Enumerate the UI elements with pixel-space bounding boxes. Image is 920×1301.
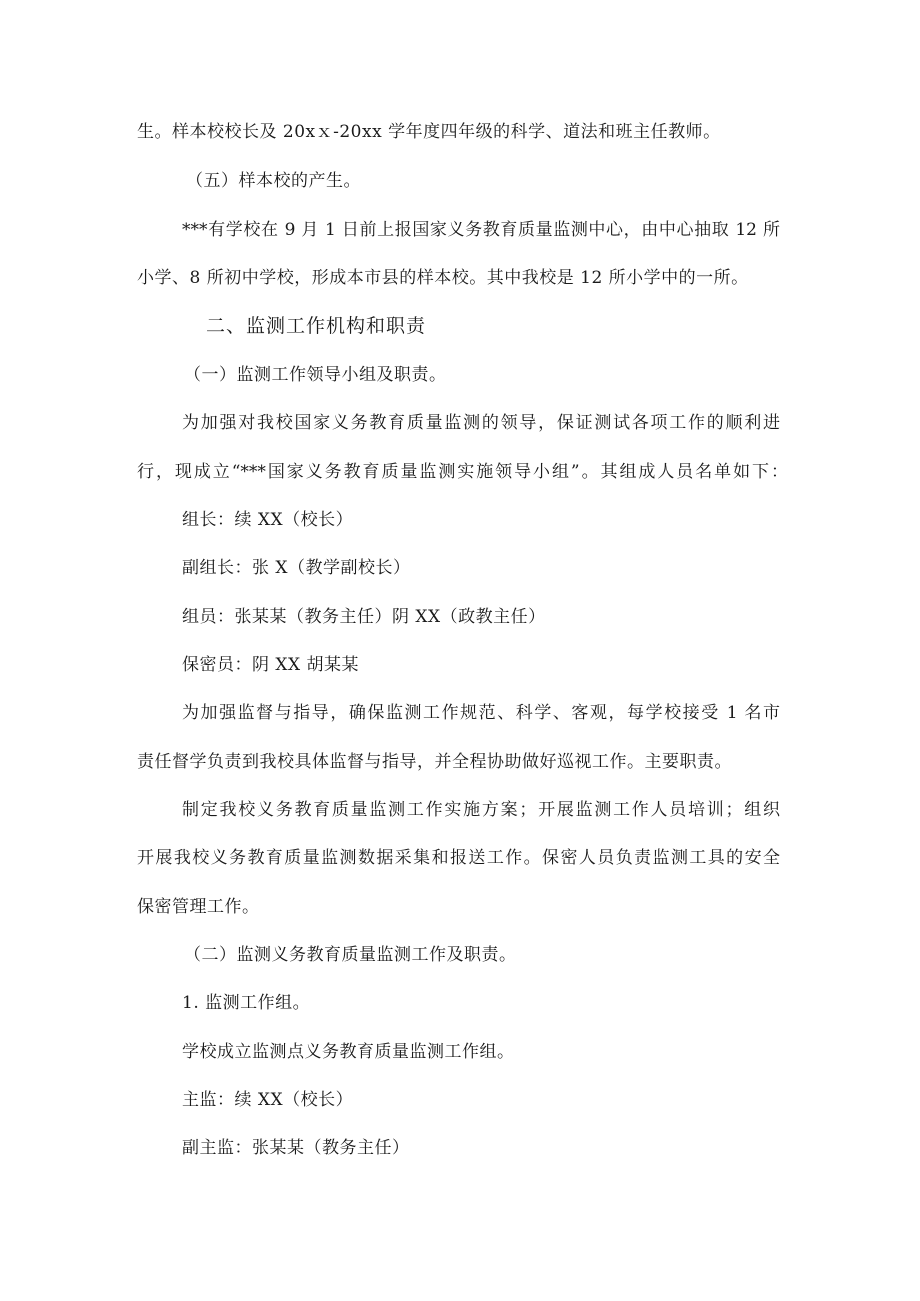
list-item-1-heading: 1. 监测工作组。 bbox=[182, 993, 311, 1013]
paragraph-line-7: 为加强对我校国家义务教育质量监测的领导，保证测试各项工作的顺利进 bbox=[182, 413, 780, 433]
paragraph-line-3: ***有学校在 9 月 1 日前上报国家义务教育质量监测中心，由中心抽取 12 所 bbox=[182, 220, 780, 240]
paragraph-line-4: 小学、8 所初中学校，形成本市县的样本校。其中我校是 12 所小学中的一所。 bbox=[137, 268, 749, 288]
paragraph-line-17: 保密管理工作。 bbox=[137, 897, 260, 917]
paragraph-line-20: 学校成立监测点义务教育质量监测工作组。 bbox=[182, 1042, 515, 1062]
deputy-leader-line: 副组长：张 X（教学副校长） bbox=[182, 558, 411, 578]
section-heading-2: 二、监测工作机构和职责 bbox=[206, 315, 427, 337]
chief-supervisor-line: 主监：续 XX（校长） bbox=[182, 1090, 354, 1110]
paragraph-line-16: 开展我校义务教育质量监测数据采集和报送工作。保密人员负责监测工具的安全 bbox=[137, 848, 780, 868]
confidential-officer-line: 保密员：阴 XX 胡某某 bbox=[182, 655, 360, 675]
paragraph-line-14: 责任督学负责到我校具体监督与指导，并全程协助做好巡视工作。主要职责。 bbox=[137, 752, 732, 772]
paragraph-line-13: 为加强监督与指导，确保监测工作规范、科学、客观，每学校接受 1 名市 bbox=[182, 703, 780, 723]
members-line: 组员：张某某（教务主任）阴 XX（政教主任） bbox=[182, 607, 546, 627]
deputy-supervisor-line: 副主监：张某某（教务主任） bbox=[182, 1138, 410, 1158]
paragraph-line-1: 生。样本校校长及 20xｘ-20xx 学年度四年级的科学、道法和班主任教师。 bbox=[137, 122, 721, 142]
subsection-heading-2: （二）监测义务教育质量监测工作及职责。 bbox=[184, 945, 517, 965]
leader-line: 组长：续 XX（校长） bbox=[182, 510, 354, 530]
section-heading-5: （五）样本校的产生。 bbox=[186, 171, 361, 191]
paragraph-line-15: 制定我校义务教育质量监测工作实施方案；开展监测工作人员培训；组织 bbox=[182, 800, 780, 820]
subsection-heading-1: （一）监测工作领导小组及职责。 bbox=[184, 365, 447, 385]
paragraph-line-8: 行，现成立“***国家义务教育质量监测实施领导小组”。其组成人员名单如下： bbox=[137, 462, 788, 482]
